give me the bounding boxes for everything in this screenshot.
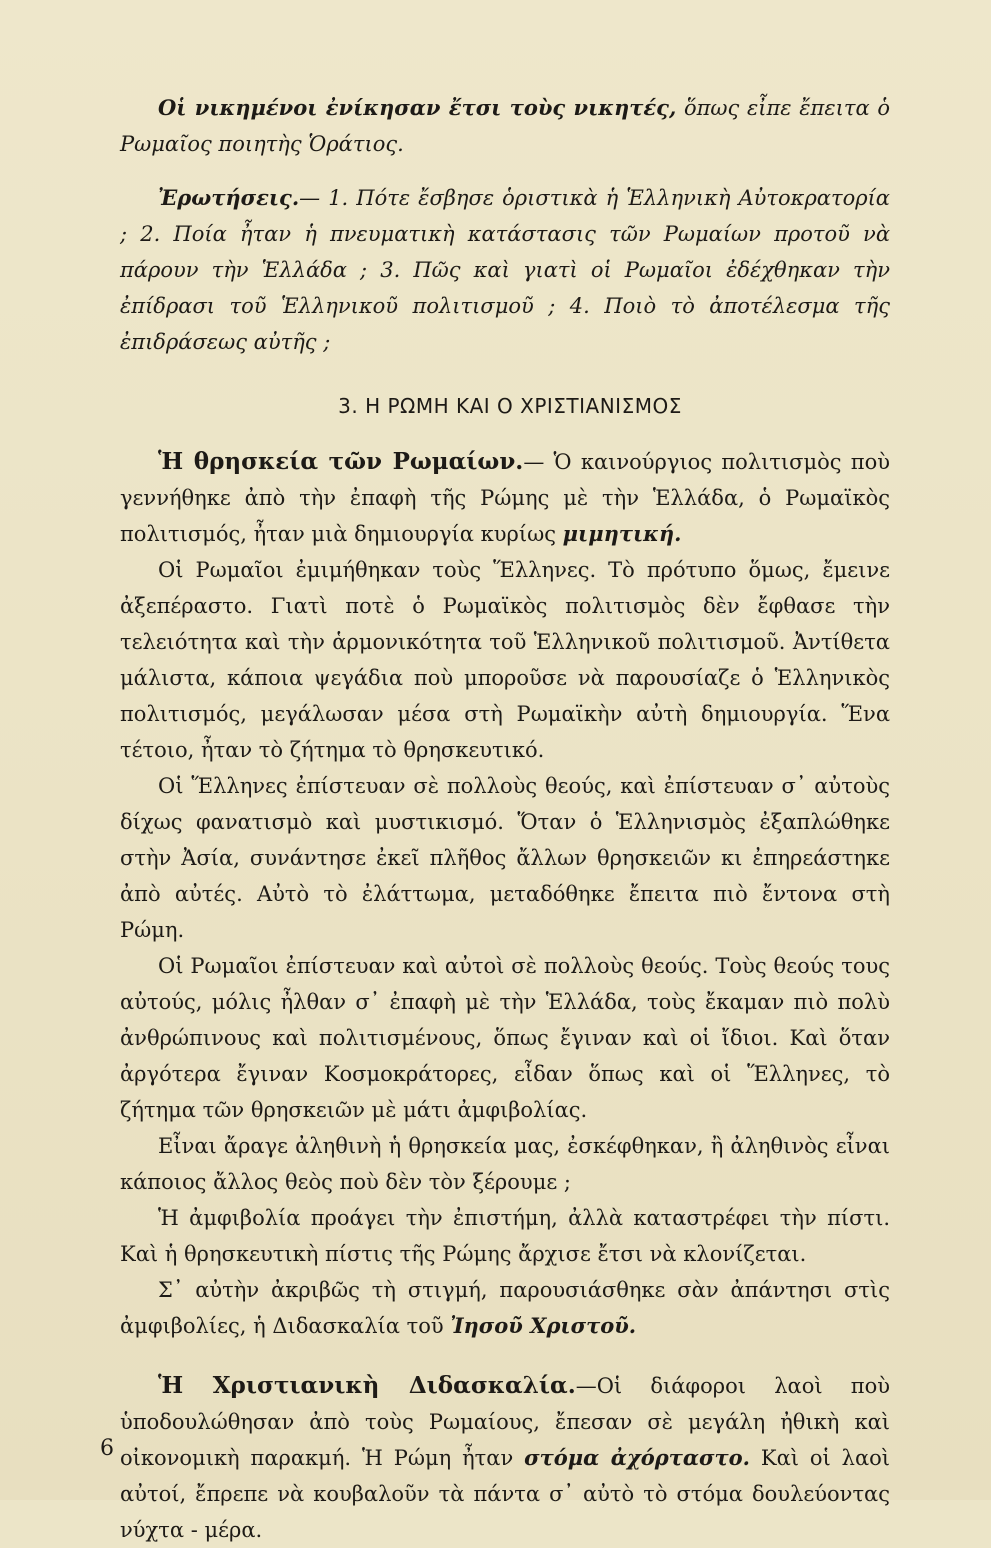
christian-doctrine-text1: —Οἱ διάφοροι λαοὶ ποὺ ὑποδουλώθησαν ἀπὸ τοὺς Ρωμαίους, ἔπεσαν σὲ μεγάλη ἠθικὴ καὶ οἰκονομικὴ παρακμή. Ἡ Ρώμη ἦταν xyxy=(120,1374,891,1470)
section-heading: 3. Η ΡΩΜΗ ΚΑΙ Ο ΧΡΙΣΤΙΑΝΙΣΜΟΣ xyxy=(338,394,682,418)
paragraph-greek-gods: Οἱ Ἕλληνες ἐπίστευαν σὲ πολλοὺς θεούς, καὶ ἐπίστευαν σ᾿ αὐτοὺς δίχως φανατισμὸ καὶ μυστικισμό. Ὅταν ὁ Ἑλληνισμὸς ἐξαπλώθηκε στὴν Ἀσία, συνάντησε ἐκεῖ πλῆθος ἄλλων θρησκειῶν κι ἐπηρεάστηκε ἀπὸ αὐτές. Αὐτὸ τὸ ἐλάττωμα, μεταδόθηκε ἔπειτα πιὸ ἔντονα στὴ Ρώμη. xyxy=(120,774,890,942)
roman-religion-text: — Ὁ καινούργιος πολιτισμὸς ποὺ γεννήθηκε ἀπὸ τὴν ἐπαφὴ τῆς Ρώμης μὲ τὴν Ἑλλάδα, ὁ Ρωμαϊκὸς πολιτισμός, ἦταν μιὰ δημιουργία κυρίως xyxy=(120,450,890,546)
review-questions xyxy=(120,180,890,360)
mimetic-emphasis: μιμητική. xyxy=(562,521,682,546)
paragraph-roman-gods: Οἱ Ρωμαῖοι ἐπίστευαν καὶ αὐτοὶ σὲ πολλοὺς θεούς. Τοὺς θεούς τους αὐτούς, μόλις ἦλθαν σ᾿ ἐπαφὴ μὲ τὴν Ἑλλάδα, τοὺς ἔκαμαν πιὸ πολὺ ἀνθρώπινους καὶ πολιτισμένους, ὅπως ἔγιναν καὶ οἱ ἴδιοι. Καὶ ὅταν ἀργότερα ἔγιναν Κοσμοκράτορες, εἶδαν ὅπως καὶ οἱ Ἕλληνες, τὸ ζήτημα τῶν θρησκειῶν μὲ μάτι ἀμφιβολίας. xyxy=(120,954,890,1122)
jesus-christ-emphasis: Ἰησοῦ Χριστοῦ. xyxy=(450,1313,637,1338)
paragraph-christ-teaching xyxy=(120,1272,890,1344)
christ-teaching-text: Σ᾿ αὐτὴν ἀκριβῶς τὴ στιγμή, παρουσιάσθηκε σὰν ἀπάντησι στὶς ἀμφιβολίες, ἡ Διδασκαλία τοῦ xyxy=(120,1278,890,1338)
questions-label: Ἐρωτήσεις. xyxy=(158,185,300,210)
quote-rest: ὅπως εἶπε ἔπειτα ὁ Ρωμαῖος ποιητὴς Ὁράτιος. xyxy=(120,96,890,156)
quote-emphasis: Οἱ νικημένοι ἐνίκησαν ἔτσι τοὺς νικητές, xyxy=(158,95,677,120)
page-content xyxy=(120,88,890,1548)
roman-religion-lead: Ἡ θρησκεία τῶν Ρωμαίων. xyxy=(158,448,524,475)
paragraph-doubt-question: Εἶναι ἄραγε ἀληθινὴ ἡ θρησκεία μας, ἐσκέφθηκαν, ἢ ἀληθινὸς εἶναι κάποιος ἄλλος θεὸς ποὺ δὲν τὸν ξέρουμε ; xyxy=(120,1134,890,1194)
christian-doctrine-text2: Καὶ οἱ λαοὶ αὐτοί, ἔπρεπε νὰ κουβαλοῦν τὰ πάντα σ᾿ αὐτὸ τὸ στόμα δουλεύοντας νύχτα - μέρα. xyxy=(120,1446,891,1542)
insatiable-mouth-emphasis: στόμα ἀχόρταστο. xyxy=(524,1445,750,1470)
page-number: 6 xyxy=(100,1436,114,1461)
paragraph-christian-doctrine xyxy=(120,1368,890,1548)
paragraph-imitation: Οἱ Ρωμαῖοι ἐμιμήθηκαν τοὺς Ἕλληνες. Τὸ πρότυπο ὅμως, ἔμεινε ἀξεπέραστο. Γιατὶ ποτὲ ὁ Ρωμαϊκὸς πολιτισμὸς δὲν ἔφθασε τὴν τελειότητα καὶ τὴν ἁρμονικότητα τοῦ Ἑλληνικοῦ πολιτισμοῦ. Ἀντίθετα μάλιστα, κάποια ψεγάδια ποὺ μποροῦσε νὰ παρουσίαζε ὁ Ἑλληνικὸς πολιτισμός, μεγάλωσαν μέσα στὴ Ρωμαϊκὴν αὐτὴ δημιουργία. Ἕνα τέτοιο, ἦταν τὸ ζήτημα τὸ θρησκευτικό. xyxy=(120,558,890,762)
questions-text: — 1. Πότε ἔσβησε ὁριστικὰ ἡ Ἑλληνικὴ Αὐτοκρατορία ; 2. Ποία ἦταν ἡ πνευματικὴ κατάστασις τῶν Ρωμαίων πρoτοῦ νὰ πάρουν τὴν Ἑλλάδα ; 3. Πῶς καὶ γιατὶ οἱ Ρωμαῖοι ἐδέχθηκαν τὴν ἐπίδρασι τοῦ Ἑλληνικοῦ πολιτισμοῦ ; 4. Ποιὸ τὸ ἀποτέλεσμα τῆς ἐπιδράσεως αὐτῆς ; xyxy=(120,186,890,354)
paragraph-doubt-science: Ἡ ἀμφιβολία προάγει τὴν ἐπιστήμη, ἀλλὰ καταστρέφει τὴν πίστι. Καὶ ἡ θρησκευτικὴ πίστις τῆς Ρώμης ἄρχισε ἔτσι νὰ κλονίζεται. xyxy=(120,1206,890,1266)
christian-doctrine-lead: Ἡ Χριστιανικὴ Διδασκαλία. xyxy=(158,1372,576,1399)
horace-quote xyxy=(120,90,890,162)
paragraph-roman-religion xyxy=(120,444,890,552)
